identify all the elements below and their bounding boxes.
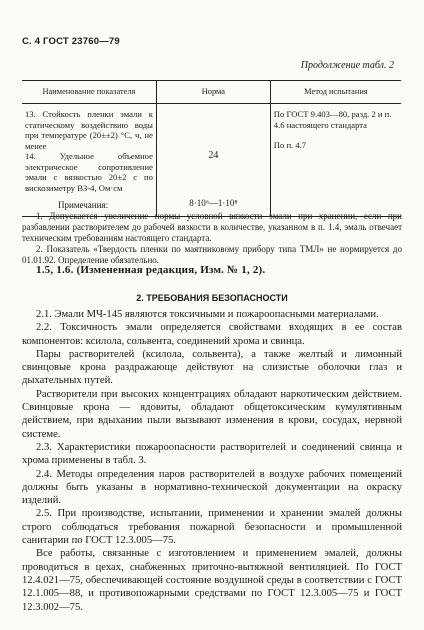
notes-title: Примечания: — [58, 200, 109, 210]
norm-14: 8·10⁶—1·10⁸ — [189, 197, 238, 208]
paragraph: 2.3. Характеристики пожароопасности растворителей и соединений свинца и хрома применены в табл. 3. — [22, 441, 402, 467]
paragraph: Растворители при высоких концентрациях обладают наркотическим действием. Свинцовые крона — ядовиты, обладают общетоксическим кумулятивным действием, при вдыхании пыли вызывают изменения в крови, сосудах, нервной системе. — [22, 388, 402, 440]
paragraph: 2.2. Токсичность эмали определяется свойствами входящих в ее состав компонентов: ксилола, сольвента, соединений хрома и свинца. — [22, 322, 402, 347]
table-continuation-label: Продолжение табл. 2 — [300, 60, 394, 71]
paragraph: Пары растворителей (ксилола, сольвента), а также желтый и лимонный свинцовые крона раздражающе действуют на слизистые оболочки глаз и дыхательных путей. — [22, 348, 402, 387]
edition-note: 1.5, 1.6. (Измененная редакция, Изм. № 1, 2). — [36, 264, 266, 276]
note-1: 1. Допускается увеличение нормы условной вязкости эмали при хранении, если при разбавлении растворителем до рабочей вязкости в количестве, указанном в п. 1.4, эмаль отвечает техническим требованиям настоящего стандарта. — [22, 211, 402, 243]
paragraph: 2.4. Методы определения паров растворителей в воздухе рабочих помещений должны быть указаны в нормативно-технической документации на окраску изделий. — [22, 468, 402, 507]
indicator-13: 13. Стойкость пленки эмали к статическому воздействию воды при температуре (20±±2) °С, ч, не менее — [25, 109, 153, 151]
table-notes — [22, 197, 402, 266]
paragraph: Все работы, связанные с изготовлением и применением эмалей, должны проводиться в цехах, снабженных приточно-вытяжной вентиляцией. По ГОСТ 12.4.021—75, обеспечивающей состояние воздушной среды в соответствии с ГОСТ 12.1.005—88, и противопожарными средствами по ГОСТ 12.3.005—75 и ГОСТ 12.3.002—75. — [22, 548, 402, 613]
column-header-method: Метод испытания — [270, 81, 401, 104]
section-body — [22, 308, 402, 614]
column-header-norm: Норма — [156, 81, 270, 104]
norm-13: 24 — [208, 150, 219, 161]
note-2: 2. Показатель «Твердость пленки по маятниковому прибору типа ТМЛ» не нормируется до 01.01.92. Определение обязательно. — [22, 244, 402, 265]
indicator-14: 14. Удельное объемное электрическое сопротивление эмали с вязкостью 20±2 с по вискозиметру ВЗ-4, Ом·см — [25, 151, 153, 193]
paragraph: 2.5. При производстве, испытании, применении и хранении эмалей должны строго соблюдаться требования пожарной безопасности и промышленной санитарии по ГОСТ 12.3.005—75. — [22, 508, 402, 547]
method-14: По п. 4.7 — [273, 140, 307, 150]
table-header-row — [22, 81, 401, 104]
page-header: С. 4 ГОСТ 23760—79 — [22, 36, 120, 47]
paragraph: 2.1. Эмали МЧ-145 являются токсичными и пожароопасными материалами. — [36, 309, 379, 320]
section-title: 2. ТРЕБОВАНИЯ БЕЗОПАСНОСТИ — [136, 293, 288, 303]
method-13: По ГОСТ 9.403—80, разд. 2 и п. 4.6 настоящего стандарта — [273, 109, 392, 130]
specification-table — [22, 80, 401, 217]
column-header-indicator: Наименование показателя — [22, 81, 156, 104]
